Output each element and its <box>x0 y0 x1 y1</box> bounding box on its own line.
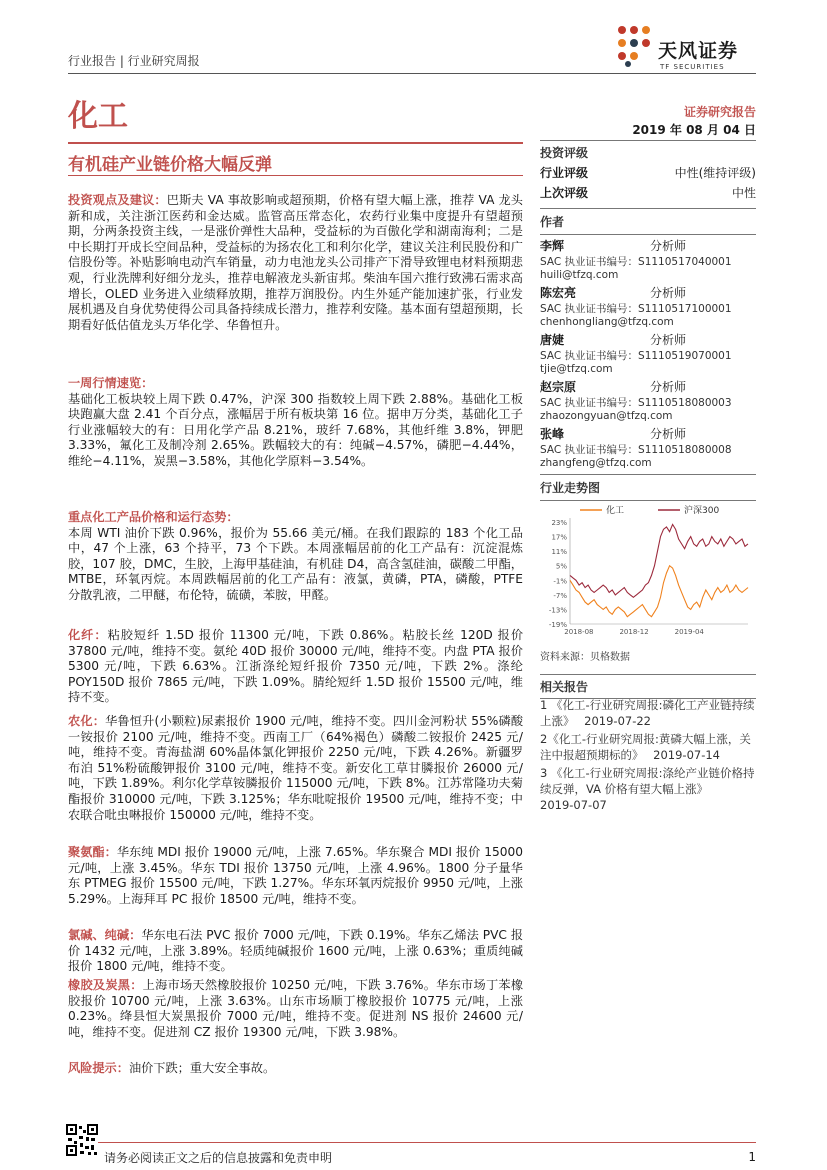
related-report[interactable] <box>540 731 756 763</box>
rubber-heading: 橡胶及炭黑： <box>68 978 143 992</box>
industry-rating-label: 行业评级 <box>540 166 589 180</box>
analyst-email[interactable]: zhaozongyuan@tfzq.com <box>540 410 673 422</box>
polyurethane-heading: 聚氨酯： <box>68 845 117 859</box>
chlor-alkali-section <box>68 928 523 975</box>
trend-heading: 行业走势图 <box>540 481 601 495</box>
legend-label: 化工 <box>606 506 625 516</box>
agrochem-text: 华鲁恒升(小颗粒)尿素报价 1900 元/吨，维持不变。四川金河粉状 55%磷酸一铵报价 2100 元/吨，维持不变。西南工厂（64%褐色）磷酸二铵报价 2425 元/吨，维持不变。青海盐湖 60%晶体氯化钾报价 2250 元/吨，下跌 4.26%。新疆罗布泊 51%粉硫酸钾报价 3100 元/吨，维持不变。新安化工草甘膦报价 26000 元/吨，下跌 1.89%。利尔化学草铵膦报价 115000 元/吨，下跌 8%。江苏常隆功夫菊酯报价 310000 元/吨，下跌 3.125%；华东吡啶报价 19500 元/吨，维持不变；中农联合吡虫啉报价 150000 元/吨，维持不变。 <box>68 714 524 822</box>
investment-view-text: 巴斯夫 VA 事故影响或超预期，价格有望大幅上涨，推荐 VA 龙头新和成，关注浙江医药和金达威。监管高压常态化，农药行业集中度提升有望超预期，分两条投资主线，一是涨价弹性大品种，受益标的为百傲化学和湖南海利；二是中长期打开成长空间品种，受益标的为扬农化工和利尔化学，建议关注利民股份和广信股份等。补贴影响电动汽车销量，动力电池龙头公司排产下滑导致锂电材料预期悲观，行业洗牌利好细分龙头，推荐电解液龙头新宙邦。柴油车国六推行致沸石需求高增长，OLED 业务进入业绩释放期，推荐万润股份。内生外延产能加速扩张，行业发展机遇及自身优势使得公司具备持续成长潜力，推荐利安隆。基本面有望超预期，长期看好低估值龙头万华化学、华鲁恒升。 <box>68 193 523 332</box>
y-tick-label: 23% <box>551 519 567 527</box>
fiber-heading: 化纤： <box>68 628 108 642</box>
series-line <box>570 524 748 597</box>
market-review-text: 基础化工板块较上周下跌 0.47%，沪深 300 指数较上周下跌 2.88%。基础化工板块跑赢大盘 2.41 个百分点，涨幅居于所有板块第 16 位。据申万分类，基础化工子行业涨幅较大的有：日用化学产品 8.21%，玻纤 7.68%，其他纤维 3.8%，钾肥 3.33%，氟化工及制冷剂 2.65%。跌幅较大的有：纯碱−4.57%，磷肥−4.44%，维纶−4.11%，炭黑−3.58%，其他化学原料−3.54%。 <box>68 391 523 468</box>
related-report-date: 2019-07-07 <box>540 798 607 812</box>
analyst-sac: SAC 执业证书编号：S1110517100001 <box>540 303 732 315</box>
trend-block <box>540 474 756 501</box>
analyst-role: 分析师 <box>650 239 687 253</box>
analyst-role: 分析师 <box>650 333 687 347</box>
related-top-rule <box>540 674 756 675</box>
analyst-email[interactable]: huili@tfzq.com <box>540 269 619 281</box>
series-line <box>570 566 748 617</box>
related-heading: 相关报告 <box>540 680 589 694</box>
authors-block <box>540 208 756 235</box>
prev-rating-row <box>540 184 756 201</box>
trend-top-rule <box>540 474 756 475</box>
rating-heading: 投资评级 <box>540 146 589 160</box>
fiber-section <box>68 628 523 706</box>
analyst-name: 赵宗原 <box>540 380 577 394</box>
polyurethane-text: 华东纯 MDI 报价 19000 元/吨，上涨 7.65%。华东聚合 MDI 报价 15000 元/吨，上涨 3.45%。华东 TDI 报价 13750 元/吨，上涨 4.96%。1800 分子量华东 PTMEG 报价 15500 元/吨，下跌 1.27%。华东环氧丙烷报价 9950 元/吨，上涨 5.29%。上海拜耳 PC 报价 18500 元/吨，维持不变。 <box>68 845 523 906</box>
qr-code-icon <box>66 1124 98 1156</box>
analyst-name: 张峰 <box>540 427 565 441</box>
industry-rating-row <box>540 164 756 181</box>
investment-view-heading: 投资观点及建议： <box>68 193 167 207</box>
y-tick-label: -7% <box>553 591 567 600</box>
report-date: 2019 年 08 月 04 日 <box>632 123 756 137</box>
y-tick-label: -19% <box>548 621 567 629</box>
analyst-list <box>540 237 756 472</box>
chlor-alkali-heading: 氯碱、纯碱： <box>68 928 142 942</box>
analyst-email[interactable]: zhangfeng@tfzq.com <box>540 457 652 469</box>
analyst-role: 分析师 <box>650 286 687 300</box>
x-tick-label: 2018-08 <box>564 628 594 636</box>
tf-logo-icon <box>612 22 656 68</box>
analyst-role: 分析师 <box>650 427 687 441</box>
analyst-name: 李辉 <box>540 239 565 253</box>
related-block <box>540 674 756 699</box>
analyst-email[interactable]: tjie@tfzq.com <box>540 363 613 375</box>
related-report[interactable] <box>540 697 756 729</box>
analyst-sac: SAC 执业证书编号：S1110519070001 <box>540 350 732 362</box>
market-review-heading: 一周行情速览： <box>68 376 154 390</box>
analyst-sac: SAC 执业证书编号：S1110518080003 <box>540 397 732 409</box>
related-report-title[interactable]: 1 《化工-行业研究周报:磷化工产业链持续上涨》 <box>540 698 755 728</box>
analyst-name: 唐婕 <box>540 333 565 347</box>
industry-trend-chart <box>540 502 756 642</box>
x-tick-label: 2018-12 <box>619 628 649 636</box>
related-report-title[interactable]: 2《化工-行业研究周报:黄磷大幅上涨，关注中报超预期标的》 <box>540 732 751 762</box>
chlor-alkali-text: 华东电石法 PVC 报价 7000 元/吨，下跌 0.19%。华东乙烯法 PVC 报价 1432 元/吨，上涨 3.89%。轻质纯碱报价 1600 元/吨，上涨 0.63%；重质纯碱报价 1800 元/吨，维持不变。 <box>68 928 524 974</box>
footer-rule <box>68 1142 756 1143</box>
rubber-text: 上海市场天然橡胶报价 10250 元/吨，下跌 3.76%。华东市场丁苯橡胶报价 10700 元/吨，上涨 3.63%。山东市场顺丁橡胶报价 10775 元/吨，上涨 0.23%。绛县恒大炭黑报价 7000 元/吨，维持不变。促进剂 NS 报价 24600 元/吨，维持不变。促进剂 CZ 报价 19300 元/吨，下跌 3.98%。 <box>68 978 524 1039</box>
rating-top-rule <box>540 140 756 141</box>
authors-top-rule <box>540 208 756 209</box>
analyst-entry <box>540 425 756 472</box>
authors-bottom-rule <box>540 234 756 235</box>
price-trends-text: 本周 WTI 油价下跌 0.96%，报价为 55.66 美元/桶。在我们跟踪的 183 个化工品中，47 个上涨，63 个持平，73 个下跌。本周涨幅居前的化工产品有：沉淀混炼胶，107 胶，DMC，生胶，上海甲基硅油，有机硅 D4，高含氢硅油，碳酸二甲酯，MTBE，环氧丙烷。本周跌幅居前的化工产品有：液氯，黄磷，PTA，磷酸，PTFE 分散乳液，二甲醚，布伦特，硫磺，苯胺，甲醛。 <box>68 525 523 602</box>
y-tick-label: 5% <box>555 562 567 571</box>
industry-rating-value: 中性(维持评级) <box>674 166 756 180</box>
header-divider <box>68 73 756 74</box>
analyst-email[interactable]: chenhongliang@tfzq.com <box>540 316 674 328</box>
related-report-date: 2019-07-22 <box>584 714 651 728</box>
rubber-section <box>68 978 523 1040</box>
footer-disclaimer: 请务必阅读正文之后的信息披露和免责申明 <box>104 1151 333 1165</box>
related-list <box>540 697 756 813</box>
analyst-sac: SAC 执业证书编号：S1110518080008 <box>540 444 732 456</box>
prev-rating-label: 上次评级 <box>540 186 589 200</box>
investment-view <box>68 193 523 333</box>
breadcrumb: 行业报告 | 行业研究周报 <box>68 54 200 68</box>
price-trends-heading: 重点化工产品价格和运行态势： <box>68 510 239 524</box>
related-report[interactable] <box>540 765 756 813</box>
y-tick-label: 17% <box>551 533 567 542</box>
trend-bottom-rule <box>540 500 756 501</box>
y-tick-label: -13% <box>548 606 567 615</box>
analyst-role: 分析师 <box>650 380 687 394</box>
market-review <box>68 376 523 470</box>
analyst-entry <box>540 331 756 378</box>
title-top-rule <box>68 142 523 144</box>
title-bottom-rule <box>68 175 523 176</box>
page-number: 1 <box>748 1150 756 1164</box>
risk-text: 油价下跌；重大安全事故。 <box>128 1061 276 1075</box>
price-trends <box>68 510 523 604</box>
analyst-name: 陈宏亮 <box>540 286 577 300</box>
related-report-date: 2019-07-14 <box>653 748 720 762</box>
analyst-entry <box>540 284 756 331</box>
analyst-entry <box>540 378 756 425</box>
sector-title: 化工 <box>68 99 128 134</box>
x-tick-label: 2019-04 <box>674 628 704 636</box>
chart-source: 资料来源：贝格数据 <box>540 652 630 663</box>
risk-section <box>68 1061 523 1077</box>
fiber-text: 粘胶短纤 1.5D 报价 11300 元/吨，下跌 0.86%。粘胶长丝 120D 报价 37800 元/吨，维持不变。氨纶 40D 报价 30000 元/吨，维持不变。内盘 PTA 报价 5300 元/吨，下跌 6.63%。江浙涤纶短纤报价 7350 元/吨，下跌 2%。涤纶 POY150D 报价 7865 元/吨，下跌 1.09%。腈纶短纤 1.5D 报价 15500 元/吨，维持不变。 <box>68 628 524 705</box>
logo-subtitle: TF SECURITIES <box>660 63 725 71</box>
agrochem-heading: 农化： <box>68 714 106 728</box>
analyst-sac: SAC 执业证书编号：S1110517040001 <box>540 256 732 268</box>
report-title: 有机硅产业链价格大幅反弹 <box>68 155 272 175</box>
risk-heading: 风险提示： <box>68 1061 129 1075</box>
logo-text: 天风证券 <box>658 40 739 62</box>
prev-rating-value: 中性 <box>731 186 756 200</box>
agrochem-section <box>68 714 523 823</box>
polyurethane-section <box>68 845 523 907</box>
authors-heading: 作者 <box>540 215 565 229</box>
analyst-entry <box>540 237 756 284</box>
rating-block <box>540 140 756 201</box>
legend-label: 沪深300 <box>684 506 720 516</box>
document-type: 证券研究报告 <box>683 105 756 119</box>
y-tick-label: -1% <box>553 577 567 586</box>
y-tick-label: 11% <box>551 548 567 557</box>
related-report-title[interactable]: 3 《化工-行业研究周报:涤纶产业链价格持续反弹，VA 价格有望大幅上涨》 <box>540 766 755 796</box>
